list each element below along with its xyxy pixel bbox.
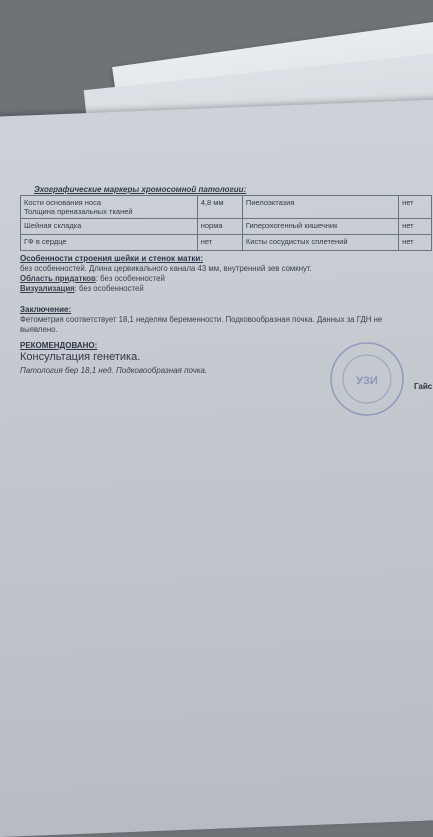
adnexa-line — [20, 274, 165, 283]
visualization-line — [20, 284, 144, 293]
conclusion-line-1: Фетометрия соответствует 18,1 неделям беременности. Подковообразная почка. Данных за ГДН не — [20, 315, 383, 324]
stamp-seal — [328, 340, 406, 418]
conclusion-title: Заключение: — [20, 305, 72, 314]
signature-text: Гайс — [414, 382, 433, 391]
table-cell: норма — [197, 219, 242, 235]
table-cell: нет — [399, 219, 432, 235]
conclusion-line-2: выявлено. — [20, 325, 58, 334]
table-cell: Кисты сосудистых сплетений — [242, 235, 398, 251]
markers-title: Эхографические маркеры хромосомной патологии: — [34, 185, 247, 194]
cervix-title: Особенности строения шейки и стенок матки: — [20, 254, 203, 263]
table-row — [21, 196, 432, 219]
table-cell: Кости основания носа Толщина преназальных тканей — [21, 196, 198, 219]
table-row — [21, 219, 432, 235]
recommended-line-2: Патология бер 18,1 нед. Подковообразная почка. — [20, 366, 208, 375]
recommended-title: РЕКОМЕНДОВАНО: — [20, 341, 98, 350]
table-cell: Гиперэхогенный кишечник — [242, 219, 398, 235]
table-cell: Шейная складка — [21, 219, 198, 235]
table-row — [21, 235, 432, 251]
adnexa-value: : без особенностей — [95, 274, 165, 283]
table-cell: ГФ в сердце — [21, 235, 198, 251]
visualization-label: Визуализация — [20, 284, 75, 293]
recommended-line-1: Консультация генетика. — [20, 351, 141, 363]
table-cell: 4,8 мм — [197, 196, 242, 219]
markers-table — [20, 195, 432, 251]
table-cell: нет — [399, 235, 432, 251]
stamp-text: УЗИ — [356, 375, 378, 387]
table-cell: нет — [197, 235, 242, 251]
table-cell: Пиелоэктазия — [242, 196, 398, 219]
visualization-value: : без особенностей — [74, 284, 144, 293]
cervix-text: без особенностей. Длина цервикального канала 43 мм, внутренний зев сомкнут. — [20, 264, 312, 273]
adnexa-label: Область придатков — [20, 274, 96, 283]
table-cell: нет — [399, 196, 432, 219]
